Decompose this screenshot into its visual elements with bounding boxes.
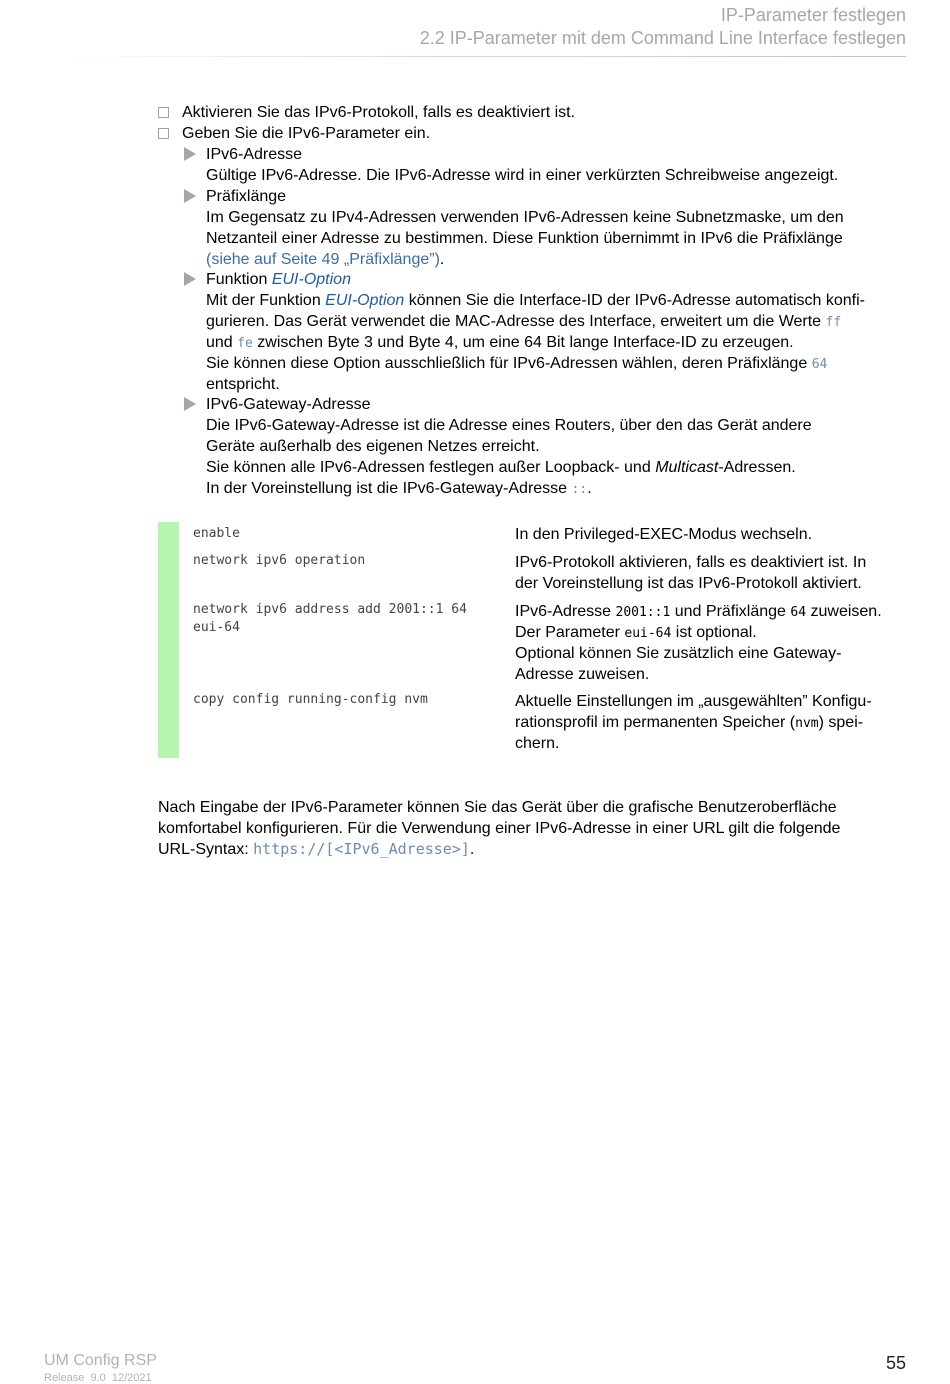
checkbox-square-icon bbox=[158, 128, 169, 139]
param-desc: Sie können diese Option ausschließlich für IPv6-Adressen wählen, deren Präfixlänge 64 bbox=[206, 355, 828, 372]
command-desc: IPv6-Protokoll aktivieren, falls es deaktiviert ist. In bbox=[515, 554, 867, 571]
param-desc: Mit der Funktion EUI-Option können Sie die Interface-ID der IPv6-Adresse automatisch konfi- bbox=[206, 292, 865, 309]
eui-option-term: EUI-Option bbox=[271, 271, 351, 288]
command-enable: enable bbox=[193, 526, 240, 541]
command-ipv6-operation: network ipv6 operation bbox=[193, 553, 366, 568]
param-desc: Die IPv6-Gateway-Adresse ist die Adresse eines Routers, über den das Gerät andere bbox=[206, 417, 812, 434]
param-desc: (siehe auf Seite 49 „Präfixlänge”). bbox=[206, 251, 445, 268]
command-ipv6-address-add-cont: eui-64 bbox=[193, 620, 240, 635]
header-divider bbox=[60, 56, 906, 57]
param-desc: und fe zwischen Byte 3 und Byte 4, um eine 64 Bit lange Interface-ID zu erzeugen. bbox=[206, 334, 794, 351]
step-item: Geben Sie die IPv6-Parameter ein. bbox=[158, 123, 430, 144]
footer-doc-title: UM Config RSP bbox=[44, 1352, 157, 1369]
page-reference-link[interactable]: (siehe auf Seite 49 „Präfixlänge”) bbox=[206, 251, 440, 268]
checkbox-square-icon bbox=[158, 107, 169, 118]
command-desc: Der Parameter eui-64 ist optional. bbox=[515, 624, 757, 641]
param-desc: Im Gegensatz zu IPv4-Adressen verwenden IPv6-Adressen keine Subnetzmaske, um den bbox=[206, 209, 844, 226]
command-desc: Aktuelle Einstellungen im „ausgewählten” Konfigu- bbox=[515, 693, 872, 710]
triangle-bullet-icon bbox=[184, 272, 196, 286]
param-desc: Sie können alle IPv6-Adressen festlegen außer Loopback- und Multicast-Adressen. bbox=[206, 459, 796, 476]
command-table-bar bbox=[158, 522, 179, 758]
footer-release: Release 9.0 12/2021 bbox=[44, 1372, 152, 1384]
command-desc: In den Privileged-EXEC-Modus wechseln. bbox=[515, 526, 813, 543]
closing-paragraph: Nach Eingabe der IPv6-Parameter können Sie das Gerät über die grafische Benutzeroberfläche bbox=[158, 799, 837, 816]
triangle-bullet-icon bbox=[184, 189, 196, 203]
url-syntax-code: https://[<IPv6_Adresse>] bbox=[253, 840, 470, 858]
param-desc: In der Voreinstellung ist die IPv6-Gateway-Adresse ::. bbox=[206, 480, 592, 497]
command-desc: der Voreinstellung ist das IPv6-Protokoll aktiviert. bbox=[515, 575, 862, 592]
triangle-bullet-icon bbox=[184, 147, 196, 161]
param-title-eui: Funktion EUI-Option bbox=[206, 271, 351, 288]
command-ipv6-address-add: network ipv6 address add 2001::1 64 bbox=[193, 602, 467, 617]
page-number: 55 bbox=[885, 1353, 906, 1373]
triangle-bullet-icon bbox=[184, 397, 196, 411]
param-desc: Gültige IPv6-Adresse. Die IPv6-Adresse wird in einer verkürzten Schreibweise angezeigt. bbox=[206, 167, 839, 184]
command-desc: IPv6-Adresse 2001::1 und Präfixlänge 64 zuweisen. bbox=[515, 603, 882, 620]
closing-paragraph: URL-Syntax: https://[<IPv6_Adresse>]. bbox=[158, 840, 475, 858]
step-item: Aktivieren Sie das IPv6-Protokoll, falls es deaktiviert ist. bbox=[158, 102, 575, 123]
command-copy-config: copy config running-config nvm bbox=[193, 692, 428, 707]
param-desc: gurieren. Das Gerät verwendet die MAC-Adresse des Interface, erweitert um die Werte ff bbox=[206, 313, 842, 330]
code-64: 64 bbox=[811, 357, 828, 372]
param-desc: entspricht. bbox=[206, 376, 280, 393]
command-desc: chern. bbox=[515, 735, 560, 752]
chapter-title: IP-Parameter festlegen bbox=[720, 5, 906, 25]
code-ff: ff bbox=[825, 315, 842, 330]
param-desc: Geräte außerhalb des eigenen Netzes erreicht. bbox=[206, 438, 540, 455]
closing-paragraph: komfortabel konfigurieren. Für die Verwendung einer IPv6-Adresse in einer URL gilt die folgende bbox=[158, 820, 841, 837]
section-title: 2.2 IP-Parameter mit dem Command Line Interface festlegen bbox=[419, 28, 906, 48]
param-title-gateway: IPv6-Gateway-Adresse bbox=[206, 396, 371, 413]
eui-option-term: EUI-Option bbox=[325, 292, 405, 309]
command-desc: Adresse zuweisen. bbox=[515, 666, 650, 683]
code-gateway-default: :: bbox=[571, 482, 588, 497]
command-desc: rationsprofil im permanenten Speicher (nvm) spei- bbox=[515, 714, 864, 731]
param-title-ipv6-address: IPv6-Adresse bbox=[206, 146, 303, 163]
param-title-prefix: Präfixlänge bbox=[206, 188, 287, 205]
param-desc: Netzanteil einer Adresse zu bestimmen. Diese Funktion übernimmt in IPv6 die Präfixlänge bbox=[206, 230, 843, 247]
command-desc: Optional können Sie zusätzlich eine Gateway- bbox=[515, 645, 842, 662]
code-fe: fe bbox=[237, 336, 253, 351]
